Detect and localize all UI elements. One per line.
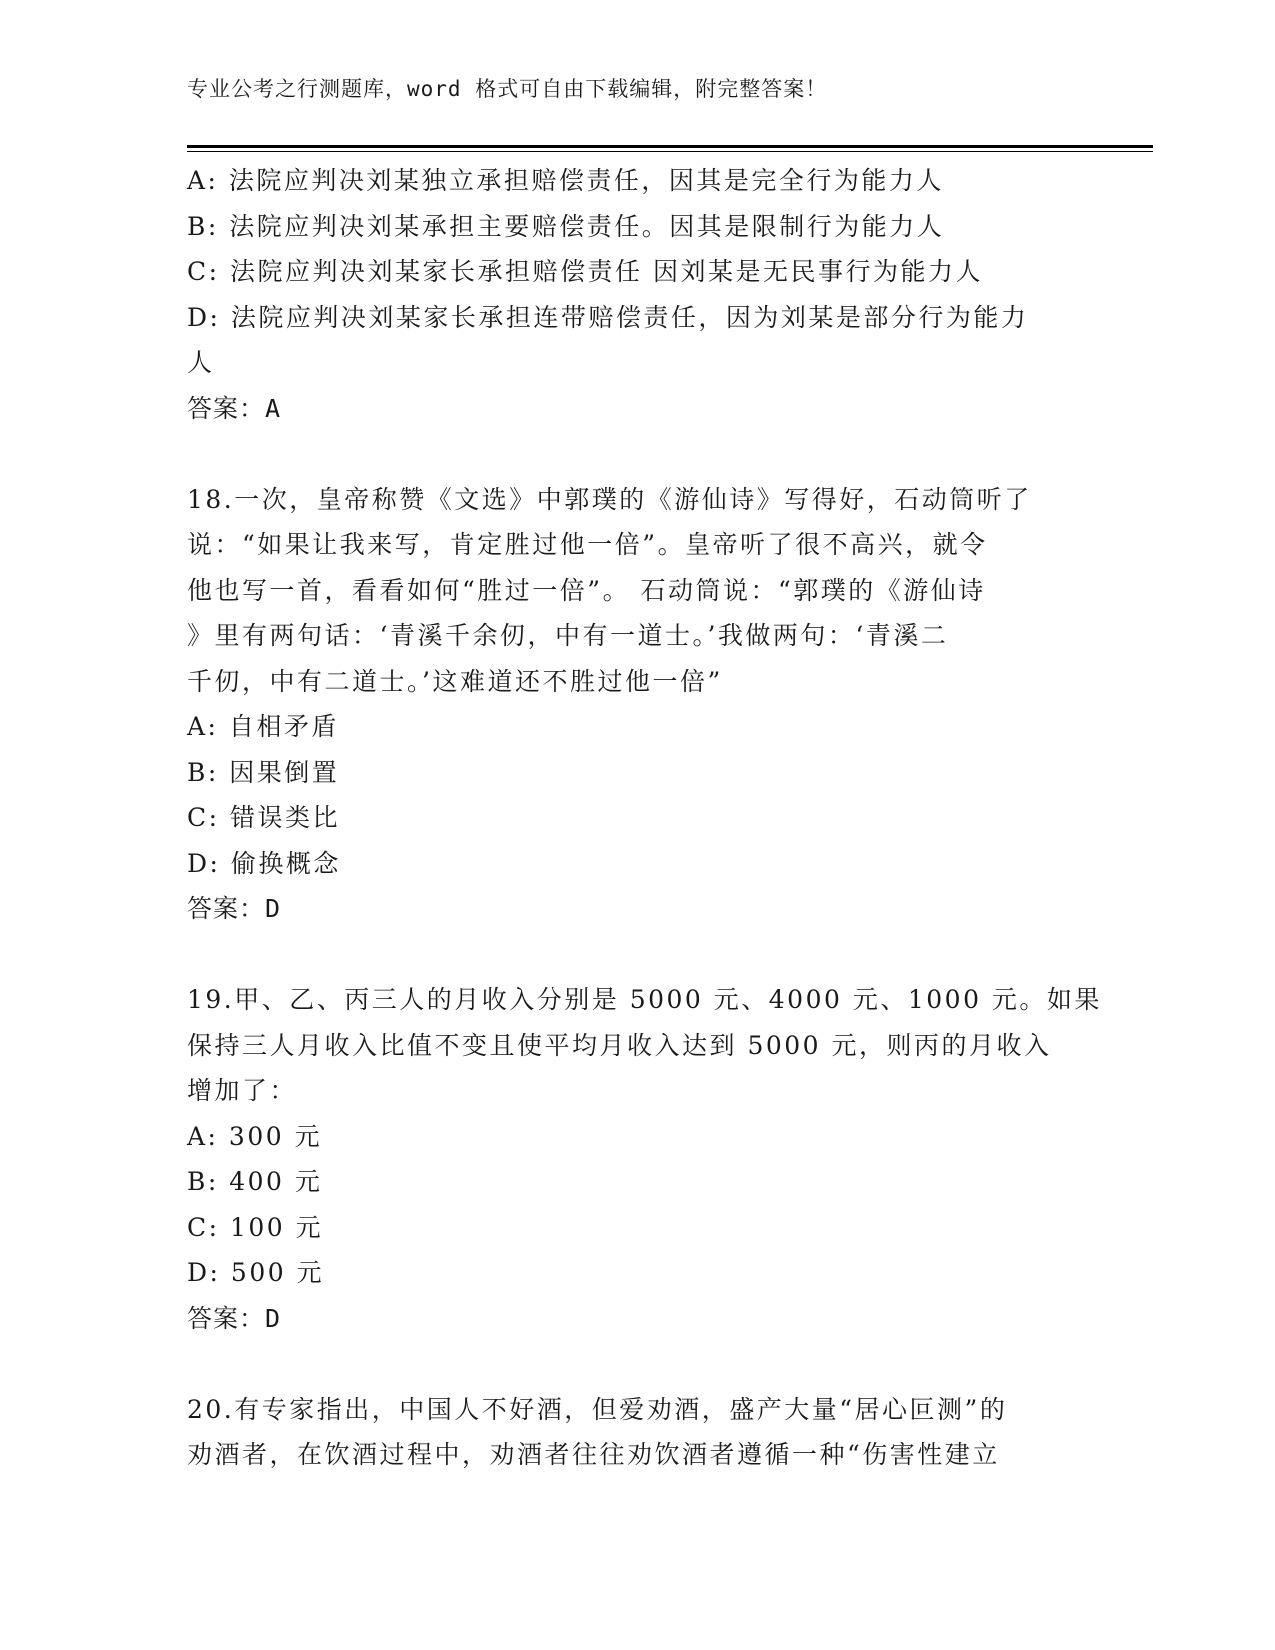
- q19-option-a: A: 300 元: [187, 1121, 323, 1151]
- answer-value: D: [265, 894, 282, 923]
- document-body: [187, 158, 1102, 1478]
- q20-stem-line: 20.有专家指出，中国人不好酒，但爱劝酒，盛产大量“居心叵测”的: [187, 1394, 1008, 1424]
- answer-value: D: [265, 1303, 282, 1333]
- q18-answer: [187, 886, 1077, 932]
- q19-option-b: B: 400 元: [187, 1167, 323, 1196]
- header-rule-thick: [187, 145, 1153, 148]
- spacer: [187, 1341, 1077, 1387]
- page-header: 专业公考之行测题库，word 格式可自由下载编辑，附完整答案！: [187, 77, 828, 101]
- q18-stem-line: 说：“如果让我来写，肯定胜过他一倍”。皇帝听了很不高兴，就令: [187, 530, 988, 559]
- q18-stem-line: 千仞，中有二道士。’这难道还不胜过他一倍”: [187, 666, 723, 696]
- q18-stem-line: 》里有两句话：‘青溪千余仞，中有一道士。’我做两句：‘青溪二: [187, 621, 949, 650]
- q19-answer: [187, 1296, 1077, 1342]
- answer-label: 答案：: [187, 894, 266, 923]
- answer-label: 答案：: [187, 393, 266, 423]
- q17-option-b: B: 法院应判决刘某承担主要赔偿责任。因其是限制行为能力人: [187, 211, 945, 241]
- q18-stem-line: 他也写一首，看看如何“胜过一倍”。 石动筒说：“郭璞的《游仙诗: [187, 575, 986, 605]
- question-19: [187, 977, 1102, 1341]
- q19-stem-line: 增加了：: [187, 1076, 298, 1105]
- q17-option-d-continued: 人: [187, 348, 215, 377]
- q18-option-a: A: 自相矛盾: [187, 712, 339, 741]
- q19-stem-line: 保持三人月收入比值不变且使平均月收入达到 5000 元，则丙的月收入: [187, 1030, 1052, 1060]
- answer-label: 答案：: [187, 1303, 266, 1333]
- q17-option-c: C: 法院应判决刘某家长承担赔偿责任 因刘某是无民事行为能力人: [187, 257, 983, 286]
- q17-option-a: A: 法院应判决刘某独立承担赔偿责任，因其是完全行为能力人: [187, 166, 944, 195]
- q20-stem-line: 劝酒者，在饮酒过程中，劝酒者往往劝饮酒者遵循一种“伤害性建立: [187, 1440, 1000, 1469]
- q18-option-c: C: 错误类比: [187, 803, 340, 832]
- spacer: [187, 431, 1077, 477]
- header-rule-thin: [187, 151, 1153, 152]
- q18-option-b: B: 因果倒置: [187, 757, 340, 787]
- question-17: [187, 158, 1077, 431]
- q18-stem-line: 18.一次，皇帝称赞《文选》中郭璞的《游仙诗》写得好，石动筒听了: [187, 484, 1032, 514]
- spacer: [187, 932, 1077, 978]
- question-18: [187, 477, 1077, 932]
- question-20: [187, 1387, 1077, 1478]
- q17-answer: [187, 386, 1077, 432]
- answer-value: A: [265, 393, 282, 423]
- q19-stem-line: 19.甲、乙、丙三人的月收入分别是 5000 元、4000 元、1000 元。如果: [187, 985, 1102, 1014]
- q18-option-d: D: 偷换概念: [187, 848, 341, 878]
- q17-option-d: D: 法院应判决刘某家长承担连带赔偿责任，因为刘某是部分行为能力: [187, 302, 1029, 332]
- q19-option-c: C: 100 元: [187, 1212, 324, 1242]
- q19-option-d: D: 500 元: [187, 1258, 325, 1287]
